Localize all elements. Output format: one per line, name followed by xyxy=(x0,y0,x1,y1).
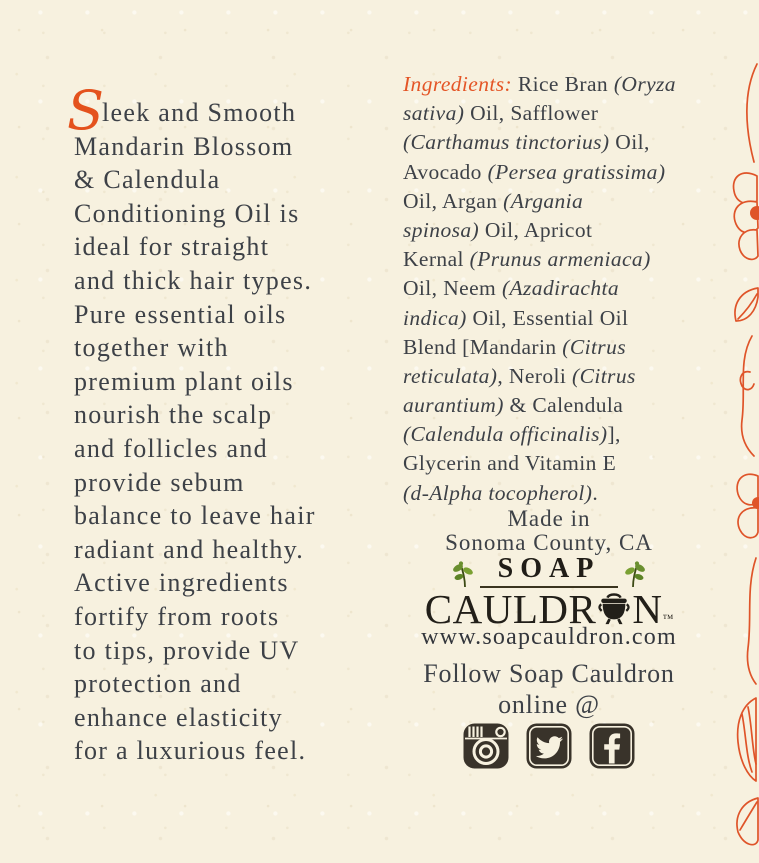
made-in-line1: Made in xyxy=(507,506,591,531)
text-line: together with xyxy=(74,333,229,363)
logo-cauldron-letters-pre: CAULDR xyxy=(424,586,597,632)
twitter-icon xyxy=(525,722,573,770)
text-line: enhance elasticity xyxy=(74,702,283,732)
text-line: leek and Smooth xyxy=(102,98,297,127)
soap-cauldron-logo xyxy=(400,555,698,630)
text-line: balance to leave hair xyxy=(74,501,316,531)
text-line: provide sebum xyxy=(74,467,245,497)
follow-text xyxy=(400,658,698,720)
text-line: Active ingredients xyxy=(74,568,289,598)
text-line: Pure essential oils xyxy=(74,299,287,329)
text-line: protection and xyxy=(74,669,242,699)
text-line: for a luxurious feel. xyxy=(74,736,307,766)
social-icons-row xyxy=(400,722,698,770)
text-line: (d-Alpha tocopherol). xyxy=(403,480,599,505)
logo-cauldron-letters-post: N xyxy=(632,586,663,632)
text-line: Kernal (Prunus armeniaca) xyxy=(403,247,651,272)
text-line: spinosa) Oil, Apricot xyxy=(403,217,593,242)
text-line: (Carthamus tinctorius) Oil, xyxy=(403,130,650,155)
text-line: nourish the scalp xyxy=(74,400,273,430)
text-line: & Calendula xyxy=(74,165,221,195)
plant-sprig-icon xyxy=(452,560,476,588)
text-line: and thick hair types. xyxy=(74,265,313,295)
trademark-symbol: ™ xyxy=(662,613,674,625)
dropcap-letter: S xyxy=(67,79,104,142)
facebook-icon xyxy=(588,722,636,770)
text-line: fortify from roots xyxy=(74,601,280,631)
text-line: ideal for straight xyxy=(74,232,270,262)
text-line: indica) Oil, Essential Oil xyxy=(403,305,629,330)
text-line: Conditioning Oil is xyxy=(74,198,300,228)
made-in-line2: Sonoma County, CA xyxy=(445,529,653,555)
made-in-text xyxy=(400,507,698,554)
text-line: radiant and healthy. xyxy=(74,534,305,564)
text-line: sativa) Oil, Safflower xyxy=(403,101,599,126)
text-line: Mandarin Blossom xyxy=(74,131,294,161)
text-line: Avocado (Persea gratissima) xyxy=(403,159,666,184)
text-line: Oil, Argan (Argania xyxy=(403,188,584,213)
text-line: Blend [Mandarin (Citrus xyxy=(403,334,626,359)
cauldron-pot-icon xyxy=(597,592,631,626)
text-line: aurantium) & Calendula xyxy=(403,393,624,418)
follow-line2: online @ xyxy=(498,690,600,719)
follow-line1: Follow Soap Cauldron xyxy=(423,659,675,688)
text-line: Oil, Neem (Azadirachta xyxy=(403,276,620,301)
text-line: to tips, provide UV xyxy=(74,635,300,665)
text-line: Glycerin and Vitamin E xyxy=(403,451,617,476)
plant-sprig-icon xyxy=(622,560,646,588)
floral-border-illustration xyxy=(711,0,759,863)
logo-word-soap: SOAP xyxy=(480,555,619,588)
website-url: www.soapcauldron.com xyxy=(421,624,677,650)
product-description xyxy=(74,96,396,768)
text-line: and follicles and xyxy=(74,433,268,463)
text-line: (Calendula officinalis)], xyxy=(403,422,621,447)
text-line: reticulata), Neroli (Citrus xyxy=(403,363,636,388)
text-line: Ingredients: Rice Bran (Oryza xyxy=(403,72,676,96)
ingredients-list xyxy=(403,70,703,508)
text-line: premium plant oils xyxy=(74,366,294,396)
instagram-icon xyxy=(462,722,510,770)
